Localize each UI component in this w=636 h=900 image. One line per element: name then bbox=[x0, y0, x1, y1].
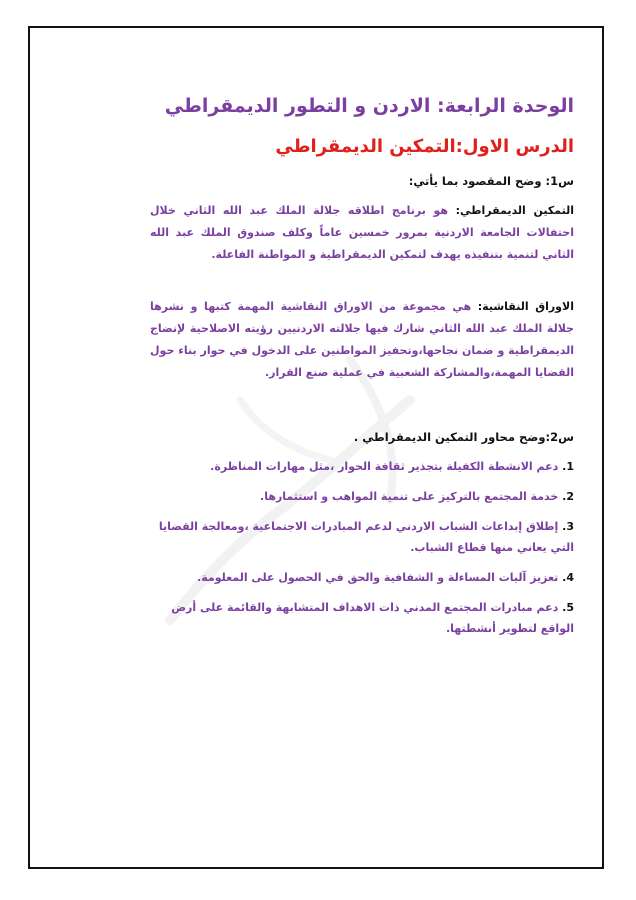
definition-term: الاوراق النقاشية: bbox=[477, 300, 574, 313]
item-text: دعم الانشطة الكفيلة بتجذير ثقافة الحوار ،مثل مهارات المناظرة. bbox=[210, 460, 563, 473]
definition-text: هي مجموعة من الاوراق النقاشية المهمة كتبها و نشرها جلالة الملك عبد الله الثاني شارك فيها جلالته الاردنيين رؤيته الاصلاحية لإنضاج الديمقراطية و ضمان نجاحها،وتحفيز المواطنين على الدخول في حوار بناء حول القضايا المهمة،والمشاركة الشعبية في عملية صنع القرار. bbox=[150, 300, 574, 379]
item-text: إطلاق إبداعات الشباب الاردني لدعم المبادرات الاجتماعية ،ومعالجة القضايا التي يعاني منها قطاع الشباب. bbox=[158, 520, 574, 554]
list-item bbox=[150, 597, 574, 639]
item-number: 2. bbox=[562, 490, 574, 503]
list-item bbox=[150, 456, 574, 477]
item-text: خدمة المجتمع بالتركيز على تنمية المواهب و استثمارها. bbox=[260, 490, 563, 503]
document-content bbox=[150, 92, 574, 648]
axes-list bbox=[150, 456, 574, 639]
unit-title: الوحدة الرابعة: الاردن و التطور الديمقراطي bbox=[164, 95, 574, 117]
question-2: س2:وضح محاور التمكين الديمقراطي . bbox=[353, 430, 574, 444]
lesson-title: الدرس الاول:التمكين الديمقراطي bbox=[275, 136, 574, 157]
question-1: س1: وضح المقصود بما يأتي: bbox=[408, 174, 574, 188]
definition-discussion-papers bbox=[150, 296, 574, 384]
item-text: دعم مبادرات المجتمع المدني ذات الاهداف المتشابهة والقائمة على أرض الواقع لتطوير أنشطتها. bbox=[171, 601, 574, 635]
definition-democratic-empowerment bbox=[150, 200, 574, 266]
item-number: 3. bbox=[562, 520, 574, 533]
definition-text: هو برنامج اطلاقه جلالة الملك عبد الله الثاني خلال احتفالات الجامعة الاردنية بمرور خمسين عاماً وكلف صندوق الملك عبد الله الثاني لتنمية بتنفيذه يهدف لتمكين الديمقراطية و المواطنة الفاعلة. bbox=[150, 204, 574, 261]
list-item bbox=[150, 567, 574, 588]
list-item bbox=[150, 486, 574, 507]
item-number: 5. bbox=[562, 601, 574, 614]
item-text: تعزيز آليات المساءلة و الشفافية والحق في الحصول على المعلومة. bbox=[197, 571, 563, 584]
item-number: 1. bbox=[562, 460, 574, 473]
definition-term: التمكين الديمقراطي: bbox=[455, 204, 575, 217]
list-item bbox=[150, 516, 574, 558]
item-number: 4. bbox=[562, 571, 574, 584]
